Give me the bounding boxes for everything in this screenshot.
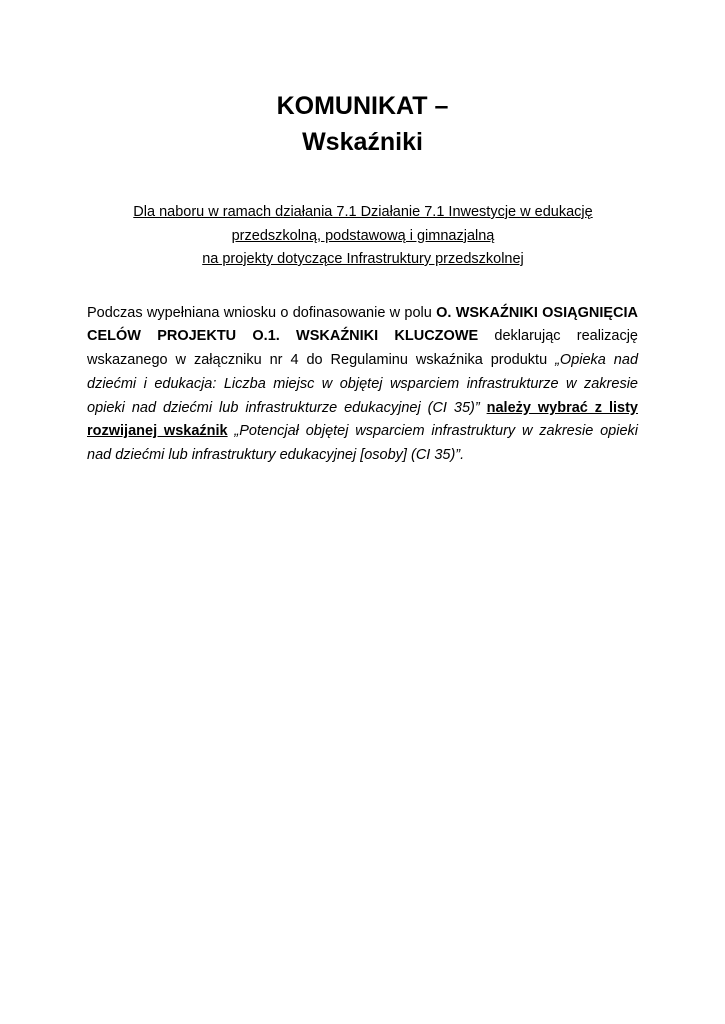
subtitle-line-3: na projekty dotyczące Infrastruktury przedszkolnej [202, 251, 524, 267]
body-declaration-text: deklarując realizację wskazanego w załączniku nr 4 do Regulaminu wskaźnika produktu [87, 328, 638, 369]
body-indicator-quote: „Opieka nad dziećmi i edukacja: Liczba miejsc w objętej wsparciem infrastrukturze w zakresie opieki nad dziećmi lub infrastrukturze edukacyjnej (CI 35)” [87, 352, 639, 416]
body-space-1 [480, 400, 487, 416]
body-instruction: należy wybrać z listy rozwijanej wskaźnik [87, 399, 638, 440]
subtitle-line-2: przedszkolną, podstawową i gimnazjalną [231, 227, 495, 244]
body-selected-indicator-quote: „Potencjał objętej wsparciem infrastruktury w zakresie opieki nad dziećmi lub infrastruktury edukacyjnej [osoby] (CI 35)”. [87, 423, 638, 464]
document-title [0, 88, 725, 160]
body-intro-text: Podczas wypełniana wniosku o dofinasowanie w polu [87, 304, 437, 321]
title-line-1: KOMUNIKAT – [276, 92, 449, 120]
document-subtitle [88, 201, 638, 272]
body-field-name: O. WSKAŹNIKI OSIĄGNIĘCIA CELÓW PROJEKTU O.1. WSKAŹNIKI KLUCZOWE [87, 304, 638, 345]
subtitle-line-1: Dla naboru w ramach działania 7.1 Działanie 7.1 Inwestycje w edukację [133, 204, 593, 220]
body-paragraph [87, 302, 638, 469]
title-line-2: Wskaźniki [302, 128, 423, 156]
